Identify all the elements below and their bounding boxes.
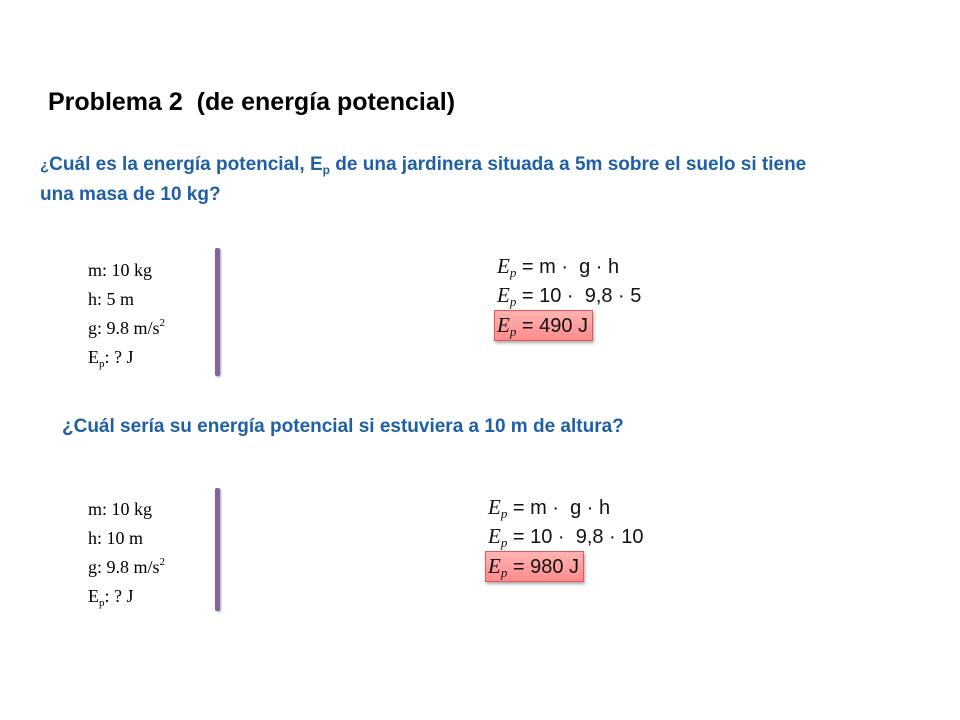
ep-symbol: E bbox=[88, 347, 99, 367]
ep-unknown: : ? J bbox=[104, 347, 134, 367]
gravity-label: g: 9.8 m/s bbox=[88, 318, 160, 338]
equation-rhs: = m · g · h bbox=[516, 256, 620, 278]
divider-bar-2 bbox=[215, 488, 220, 611]
e-symbol: E bbox=[488, 554, 501, 578]
question-1-text-b: de una jardinera situada a 5m sobre el suelo si tiene una masa de 10 kg? bbox=[40, 154, 807, 205]
equation-result bbox=[488, 551, 644, 580]
e-subscript: p bbox=[500, 506, 508, 521]
height-value: h: 5 m bbox=[88, 289, 135, 309]
equation-result bbox=[497, 310, 641, 339]
equation-rhs: = 490 J bbox=[516, 315, 589, 337]
equations-2 bbox=[488, 493, 644, 580]
height-value: h: 10 m bbox=[88, 528, 144, 548]
potential-energy-unknown bbox=[88, 343, 165, 372]
e-symbol: E bbox=[488, 524, 501, 548]
e-symbol: E bbox=[497, 313, 510, 337]
mass-value: m: 10 kg bbox=[88, 499, 153, 519]
potential-energy-unknown bbox=[88, 582, 165, 611]
e-symbol: E bbox=[497, 283, 510, 307]
equations-1 bbox=[497, 252, 641, 339]
equation-rhs: = 980 J bbox=[507, 556, 580, 578]
e-subscript: p bbox=[500, 535, 508, 550]
e-subscript: p bbox=[509, 324, 517, 339]
result-highlight-box bbox=[485, 551, 584, 582]
equation-substitution bbox=[488, 522, 644, 551]
equation-rhs: = 10 · 9,8 · 5 bbox=[516, 285, 642, 307]
e-subscript: p bbox=[509, 265, 517, 280]
given-data-1 bbox=[88, 256, 165, 372]
equation-formula bbox=[488, 493, 644, 522]
gravity-value bbox=[88, 553, 165, 582]
question-2: ¿Cuál sería su energía potencial si estuviera a 10 m de altura? bbox=[62, 416, 624, 437]
equation-rhs: = m · g · h bbox=[507, 497, 611, 519]
slide-title: Problema 2 (de energía potencial) bbox=[48, 88, 456, 116]
gravity-label: g: 9.8 m/s bbox=[88, 557, 160, 577]
question-1-text-a: Cuál es la energía potencial, E bbox=[49, 154, 323, 175]
e-symbol: E bbox=[488, 495, 501, 519]
ep-symbol: E bbox=[88, 586, 99, 606]
e-subscript: p bbox=[500, 565, 508, 580]
gravity-exponent: 2 bbox=[159, 556, 166, 568]
equation-rhs: = 10 · 9,8 · 10 bbox=[507, 526, 644, 548]
question-1-subscript: p bbox=[322, 163, 331, 177]
ep-subscript: p bbox=[99, 358, 105, 370]
equation-substitution bbox=[497, 281, 641, 310]
question-1 bbox=[40, 150, 840, 209]
question-1-open-mark: ¿ bbox=[40, 157, 50, 174]
ep-subscript: p bbox=[99, 597, 105, 609]
e-symbol: E bbox=[497, 254, 510, 278]
result-highlight-box bbox=[494, 310, 593, 341]
given-data-2 bbox=[88, 495, 165, 611]
mass-value: m: 10 kg bbox=[88, 260, 153, 280]
gravity-exponent: 2 bbox=[159, 317, 166, 329]
equation-formula bbox=[497, 252, 641, 281]
divider-bar-1 bbox=[215, 248, 220, 376]
e-subscript: p bbox=[509, 294, 517, 309]
gravity-value bbox=[88, 314, 165, 343]
ep-unknown: : ? J bbox=[104, 586, 134, 606]
